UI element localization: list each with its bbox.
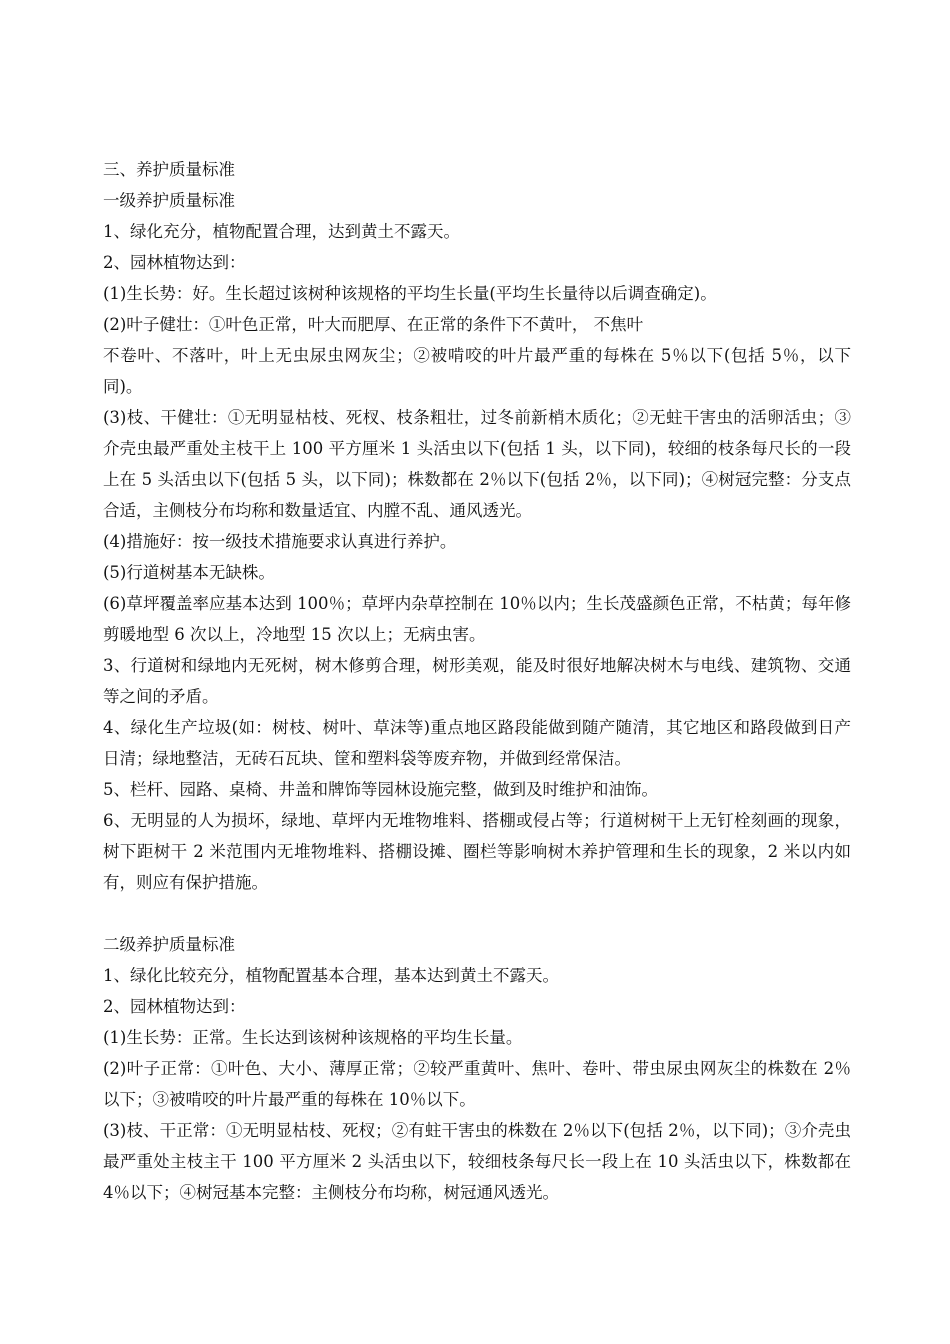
paragraph: (1)生长势：正常。生长达到该树种该规格的平均生长量。 [103, 1028, 523, 1047]
paragraph: 1、绿化比较充分，植物配置基本合理，基本达到黄土不露天。 [103, 966, 559, 985]
paragraph: 5、栏杆、园路、桌椅、井盖和牌饰等园林设施完整，做到及时维护和油饰。 [103, 780, 658, 799]
paragraph: (4)措施好：按一级技术措施要求认真进行养护。 [103, 532, 457, 551]
paragraph: (6)草坪覆盖率应基本达到 100％；草坪内杂草控制在 10％以内；生长茂盛颜色正常，不枯黄；每年修剪暖地型 6 次以上，冷地型 15 次以上；无病虫害。 [103, 594, 851, 644]
paragraph: (2)叶子正常：①叶色、大小、薄厚正常；②较严重黄叶、焦叶、卷叶、带虫尿虫网灰尘的株数在 2％以下；③被啃咬的叶片最严重的每株在 10％以下。 [103, 1059, 851, 1109]
paragraph: 一级养护质量标准 [103, 191, 235, 210]
paragraph: (5)行道树基本无缺株。 [103, 563, 275, 582]
paragraph: 4、绿化生产垃圾(如：树枝、树叶、草沫等)重点地区路段能做到随产随清，其它地区和路段做到日产日清；绿地整洁，无砖石瓦块、筐和塑料袋等废弃物，并做到经常保洁。 [103, 718, 851, 768]
blank-line [103, 898, 851, 929]
paragraph: 二级养护质量标准 [103, 935, 235, 954]
paragraph: 2、园林植物达到： [103, 997, 246, 1016]
paragraph: (2)叶子健壮：①叶色正常，叶大而肥厚、在正常的条件下不黄叶， 不焦叶 [103, 315, 644, 334]
paragraph: 不卷叶、不落叶，叶上无虫尿虫网灰尘；②被啃咬的叶片最严重的每株在 5％以下(包括 5％，以下同)。 [103, 346, 851, 396]
paragraph: (3)枝、干正常：①无明显枯枝、死杈；②有蛀干害虫的株数在 2％以下(包括 2％，以下同)；③介壳虫最严重处主枝主干 100 平方厘米 2 头活虫以下，较细枝条每尺长一段上在 10 头活虫以下，株数都在 4％以下；④树冠基本完整：主侧枝分布均称，树冠通风透光。 [103, 1121, 851, 1202]
section-title: 三、养护质量标准 [103, 160, 235, 179]
document-body [103, 154, 851, 1208]
paragraph: (3)枝、干健壮：①无明显枯枝、死杈、枝条粗壮，过冬前新梢木质化；②无蛀干害虫的活卵活虫；③介壳虫最严重处主枝干上 100 平方厘米 1 头活虫以下(包括 1 头，以下同)，较细的枝条每尺长的一段上在 5 头活虫以下(包括 5 头，以下同)；株数都在 2％以下(包括 2％，以下同)；④树冠完整：分支点合适，主侧枝分布均称和数量适宜、内膛不乱、通风透光。 [103, 408, 851, 520]
paragraph: 2、园林植物达到： [103, 253, 246, 272]
paragraph: 1、绿化充分，植物配置合理，达到黄土不露天。 [103, 222, 460, 241]
paragraph: 3、行道树和绿地内无死树，树木修剪合理，树形美观，能及时很好地解决树木与电线、建筑物、交通等之间的矛盾。 [103, 656, 851, 706]
paragraph: (1)生长势：好。生长超过该树种该规格的平均生长量(平均生长量待以后调查确定)。 [103, 284, 717, 303]
paragraph: 6、无明显的人为损坏，绿地、草坪内无堆物堆料、搭棚或侵占等；行道树树干上无钉栓刻画的现象，树下距树干 2 米范围内无堆物堆料、搭棚设摊、圈栏等影响树木养护管理和生长的现象，2 米以内如有，则应有保护措施。 [103, 811, 851, 892]
